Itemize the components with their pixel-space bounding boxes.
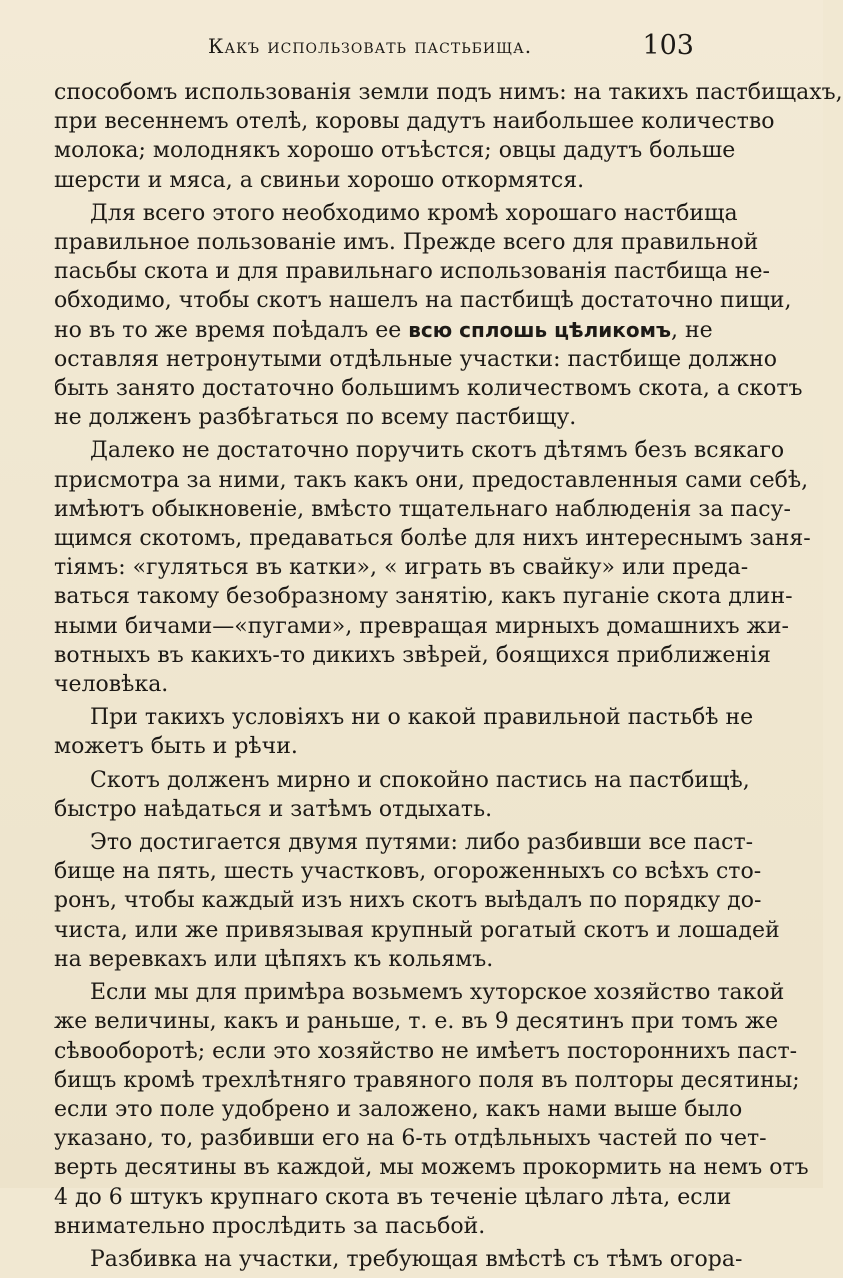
paragraph xyxy=(54,199,803,433)
text-line: Это достигается двумя путями: либо разбивши все паст- xyxy=(90,830,754,856)
text-line: чиста, или же привязывая крупный рогатый скотъ и лошадей xyxy=(54,917,780,943)
text-line: 4 до 6 штукъ крупнаго скота въ теченіе цѣлаго лѣта, если xyxy=(54,1184,732,1210)
text-line: внимательно прослѣдить за пасьбой. xyxy=(54,1213,486,1239)
page-header xyxy=(54,30,694,66)
text-line: человѣка. xyxy=(54,672,169,698)
text-line: способомъ использованія земли подъ нимъ: на такихъ пастбищахъ, xyxy=(54,80,843,105)
text-line: бищъ кромѣ трехлѣтняго травяного поля въ полторы десятины; xyxy=(54,1067,800,1093)
text-line xyxy=(54,316,713,345)
text-line: указано, то, разбивши его на 6-ть отдѣльныхъ частей по чет- xyxy=(54,1126,767,1152)
text-line: бище на пять, шесть участковъ, огороженныхъ со всѣхъ сто- xyxy=(54,859,762,885)
text-line: быть занято достаточно большимъ количествомъ скота, а скотъ xyxy=(54,376,803,402)
text-line: на веревкахъ или цѣпяхъ къ кольямъ. xyxy=(54,946,494,972)
paragraph xyxy=(54,1245,743,1274)
text-line: тіямъ: «гуляться въ катки», « играть въ свайку» или преда- xyxy=(54,555,749,581)
text-line: При такихъ условіяхъ ни о какой правильной пастьбѣ не xyxy=(90,705,754,731)
paragraph xyxy=(54,828,780,974)
text-line: шерсти и мяса, а свиньи хорошо откормятся. xyxy=(54,167,585,193)
text-line: Далеко не достаточно поручить скотъ дѣтямъ безъ всякаго xyxy=(90,438,785,464)
text-line: верть десятины въ каждой, мы можемъ прокормить на немъ отъ xyxy=(54,1155,809,1181)
text-line: присмотра за ними, такъ какъ они, предоставленныя сами себѣ, xyxy=(54,467,809,493)
page-number: 103 xyxy=(642,30,694,61)
text-line: можетъ быть и рѣчи. xyxy=(54,734,298,760)
running-title: Какъ использовать пастьбища. xyxy=(208,34,533,58)
text-line: оставляя нетронутыми отдѣльные участки: пастбище должно xyxy=(54,346,778,372)
text-line: щимся скотомъ, предаваться болѣе для нихъ интереснымъ заня- xyxy=(54,526,811,552)
text-line: обходимо, чтобы скотъ нашелъ на пастбищѣ достаточно пищи, xyxy=(54,288,792,314)
paragraph xyxy=(54,78,843,195)
text-line: ваться такому безобразному занятію, какъ пуганіе скота длин- xyxy=(54,584,793,610)
paragraph xyxy=(54,703,754,761)
paragraph xyxy=(54,766,750,824)
text-line: не долженъ разбѣгаться по всему пастбищу. xyxy=(54,405,577,431)
emphasized-text: всю сплошь цѣликомъ xyxy=(408,317,671,342)
text-line: правильное пользованіе имъ. Прежде всего для правильной xyxy=(54,230,759,256)
text-line: имѣютъ обыкновеніе, вмѣсто тщательнаго наблюденія за пасу- xyxy=(54,496,791,522)
text-line: же величины, какъ и раньше, т. е. въ 9 десятинъ при томъ же xyxy=(54,1009,779,1035)
text-line: Если мы для примѣра возьмемъ хуторское хозяйство такой xyxy=(90,980,785,1006)
text-line: Для всего этого необходимо кромѣ хорошаго настбища xyxy=(90,200,738,226)
text-line: ными бичами—«пугами», превращая мирныхъ домашнихъ жи- xyxy=(54,613,789,639)
paragraph xyxy=(54,436,811,699)
text-line: ронъ, чтобы каждый изъ нихъ скотъ выѣдалъ по порядку до- xyxy=(54,888,762,914)
text-line: пасьбы скота и для правильнаго использованія пастбища не- xyxy=(54,259,770,285)
text-line: сѣвооборотѣ; если это хозяйство не имѣетъ постороннихъ паст- xyxy=(54,1038,798,1064)
text-line: вотныхъ въ какихъ-то дикихъ звѣрей, боящихся приближенія xyxy=(54,642,771,668)
paragraph xyxy=(54,978,809,1241)
text-line: Разбивка на участки, требующая вмѣстѣ съ тѣмъ огора- xyxy=(90,1246,743,1272)
text-line: при весеннемъ отелѣ, коровы дадутъ наибольшее количество xyxy=(54,109,775,135)
text-fragment: но въ то же время поѣдалъ ее xyxy=(54,317,409,343)
text-line: Скотъ долженъ мирно и спокойно пастись на пастбищѣ, xyxy=(90,767,750,793)
page-body-text xyxy=(54,78,843,1278)
text-line: быстро наѣдаться и затѣмъ отдыхать. xyxy=(54,796,493,822)
text-line: если это поле удобрено и заложено, какъ нами выше было xyxy=(54,1096,743,1122)
text-line: молока; молоднякъ хорошо отъѣстся; овцы дадутъ больше xyxy=(54,138,736,164)
text-fragment: , не xyxy=(670,317,713,343)
